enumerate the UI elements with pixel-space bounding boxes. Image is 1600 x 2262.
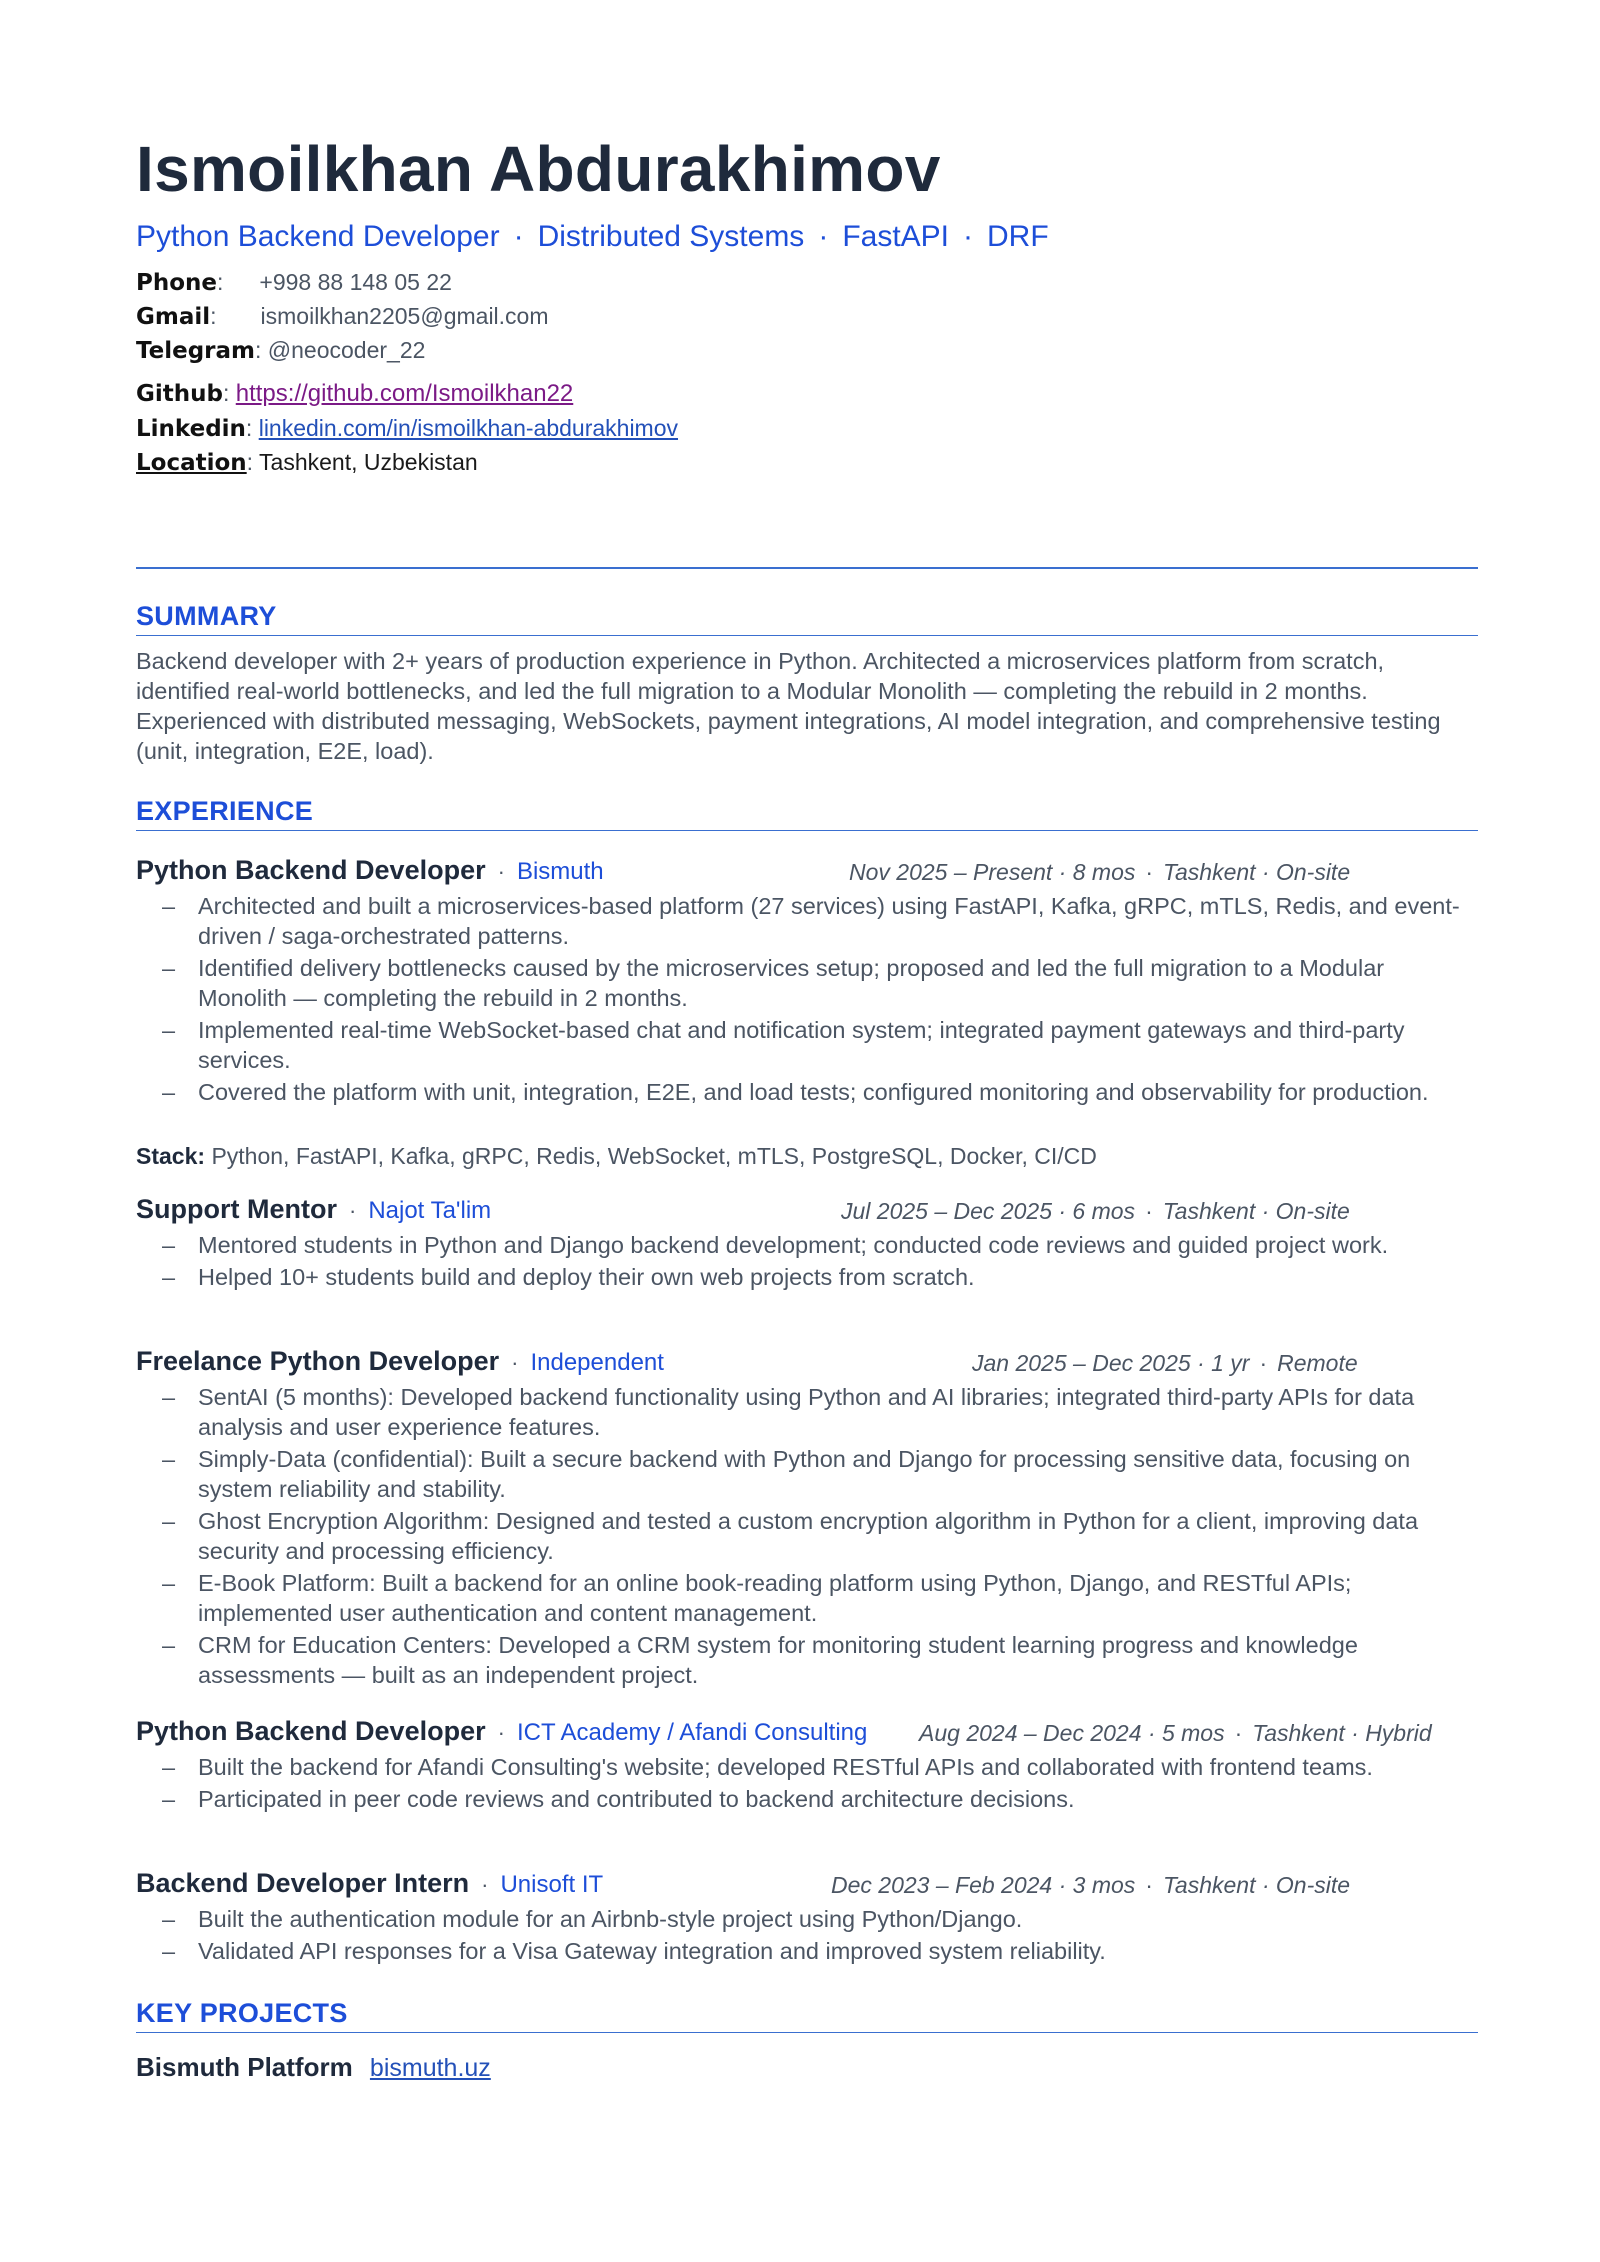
summary-heading: SUMMARY bbox=[136, 601, 277, 631]
job-location: Tashkent · On-site bbox=[1163, 859, 1351, 885]
company-name: Unisoft IT bbox=[500, 1871, 604, 1898]
tech-stack bbox=[136, 1143, 1097, 1170]
project-name: Bismuth Platform bbox=[136, 2052, 353, 2082]
telegram-value: @neocoder_22 bbox=[267, 337, 426, 363]
section-divider bbox=[136, 2032, 1478, 2033]
tagline-skill: Distributed Systems bbox=[537, 220, 805, 253]
job-entry-header bbox=[136, 1868, 1478, 1899]
bullet-marker: – bbox=[162, 1632, 176, 1658]
contact-label: Gmail bbox=[136, 304, 211, 330]
job-bullets bbox=[136, 1382, 1478, 1692]
bullet-text: Covered the platform with unit, integration, E2E, and load tests; configured monitoring and observability for production. bbox=[198, 1079, 1429, 1105]
separator: · bbox=[1145, 859, 1154, 885]
job-location: Tashkent · On-site bbox=[1162, 1872, 1351, 1898]
job-bullets bbox=[136, 1752, 1478, 1816]
contact-gmail: Gmail: ismoilkhan2205@gmail.com bbox=[136, 303, 549, 330]
list-item bbox=[136, 1444, 1478, 1504]
job-entry-header bbox=[136, 1194, 1478, 1225]
bullet-marker: – bbox=[162, 1906, 176, 1932]
bullet-marker: – bbox=[162, 1508, 176, 1534]
job-bullets bbox=[136, 1230, 1478, 1294]
list-item bbox=[136, 891, 1478, 951]
bullet-marker: – bbox=[162, 1786, 176, 1812]
bullet-text: Simply-Data (confidential): Built a secure backend with Python and Django for processing sensitive data, focusing on system reliability and stability. bbox=[198, 1446, 1411, 1502]
tagline-role: Python Backend Developer bbox=[136, 220, 500, 253]
job-meta bbox=[972, 1350, 1358, 1377]
separator: · bbox=[511, 1350, 519, 1375]
experience-heading: EXPERIENCE bbox=[136, 796, 314, 826]
job-bullets bbox=[136, 891, 1478, 1109]
contact-label: Telegram bbox=[136, 338, 256, 364]
job-dates: Aug 2024 – Dec 2024 · 5 mos bbox=[919, 1720, 1225, 1746]
separator: · bbox=[1259, 1350, 1268, 1376]
bullet-marker: – bbox=[162, 1938, 176, 1964]
job-title: Freelance Python Developer bbox=[136, 1346, 500, 1376]
contact-github: Github: https://github.com/Ismoilkhan22 bbox=[136, 380, 574, 407]
separator: · bbox=[481, 1872, 489, 1897]
bullet-marker: – bbox=[162, 893, 176, 919]
bullet-marker: – bbox=[162, 1232, 176, 1258]
list-item bbox=[136, 1568, 1478, 1628]
job-dates: Jan 2025 – Dec 2025 · 1 yr bbox=[972, 1350, 1250, 1376]
contact-phone: Phone: +998 88 148 05 22 bbox=[136, 269, 452, 296]
location-value: Tashkent, Uzbekistan bbox=[259, 449, 478, 475]
contact-label: Phone bbox=[136, 270, 218, 296]
bullet-text: Implemented real-time WebSocket-based chat and notification system; integrated payment gateways and third-party services. bbox=[198, 1017, 1405, 1073]
stack-value: Python, FastAPI, Kafka, gRPC, Redis, WebSocket, mTLS, PostgreSQL, Docker, CI/CD bbox=[211, 1143, 1097, 1169]
separator: · bbox=[1234, 1720, 1243, 1746]
contact-label: Github bbox=[136, 381, 223, 407]
job-title: Support Mentor bbox=[136, 1194, 337, 1224]
tagline-separator: · bbox=[513, 220, 524, 253]
bullet-marker: – bbox=[162, 1079, 176, 1105]
list-item bbox=[136, 1382, 1478, 1442]
bullet-marker: – bbox=[162, 1264, 176, 1290]
separator: · bbox=[1145, 1872, 1153, 1898]
bullet-marker: – bbox=[162, 1446, 176, 1472]
job-title: Python Backend Developer bbox=[136, 1716, 486, 1746]
job-bullets bbox=[136, 1904, 1478, 1968]
bullet-text: Architected and built a microservices-based platform (27 services) using FastAPI, Kafka, gRPC, mTLS, Redis, and event-driven / saga-orchestrated patterns. bbox=[198, 893, 1460, 949]
bullet-text: SentAI (5 months): Developed backend functionality using Python and AI libraries; integrated third-party APIs for data analysis and user experience features. bbox=[198, 1384, 1415, 1440]
separator: · bbox=[497, 859, 505, 884]
phone-value: +998 88 148 05 22 bbox=[259, 269, 452, 295]
section-divider bbox=[136, 635, 1478, 636]
job-dates: Dec 2023 – Feb 2024 · 3 mos bbox=[831, 1872, 1136, 1898]
candidate-name: Ismoilkhan Abdurakhimov bbox=[136, 133, 941, 205]
summary-text: Backend developer with 2+ years of production experience in Python. Architected a microservices platform from scratch, identified real-world bottlenecks, and led the full migration to a Modular Monolith — completing the rebuild in 2 months. Experienced with distributed messaging, WebSockets, payment integrations, AI model integration, and comprehensive testing (unit, integration, E2E, load). bbox=[136, 648, 1441, 764]
contact-telegram: Telegram: @neocoder_22 bbox=[136, 337, 426, 364]
project-entry bbox=[136, 2052, 491, 2083]
header-divider bbox=[136, 567, 1478, 569]
bullet-text: Helped 10+ students build and deploy their own web projects from scratch. bbox=[198, 1264, 975, 1290]
company-name: Bismuth bbox=[516, 858, 604, 885]
job-dates: Nov 2025 – Present · 8 mos bbox=[849, 859, 1136, 885]
separator: · bbox=[348, 1198, 357, 1223]
job-location: Remote bbox=[1277, 1350, 1358, 1376]
project-link[interactable]: bismuth.uz bbox=[369, 2054, 491, 2082]
tagline-separator: · bbox=[963, 220, 974, 253]
job-meta bbox=[919, 1720, 1432, 1747]
job-meta bbox=[849, 859, 1350, 886]
list-item bbox=[136, 1752, 1478, 1782]
contact-label: Location bbox=[136, 450, 247, 476]
company-name: ICT Academy / Afandi Consulting bbox=[516, 1719, 868, 1746]
bullet-marker: – bbox=[162, 1017, 176, 1043]
tagline-skill: FastAPI bbox=[842, 220, 950, 253]
github-link[interactable]: https://github.com/Ismoilkhan22 bbox=[235, 380, 574, 407]
bullet-text: Participated in peer code reviews and contributed to backend architecture decisions. bbox=[198, 1786, 1075, 1812]
contact-label: Linkedin bbox=[136, 416, 246, 442]
separator: · bbox=[497, 1720, 505, 1745]
section-divider bbox=[136, 830, 1478, 831]
tagline-separator: · bbox=[818, 220, 829, 253]
bullet-marker: – bbox=[162, 1754, 176, 1780]
list-item bbox=[136, 1262, 1478, 1292]
job-dates: Jul 2025 – Dec 2025 · 6 mos bbox=[841, 1198, 1136, 1224]
list-item bbox=[136, 1077, 1478, 1107]
tagline-skill: DRF bbox=[987, 220, 1049, 253]
list-item bbox=[136, 1506, 1478, 1566]
tagline bbox=[136, 220, 1049, 254]
list-item bbox=[136, 1936, 1478, 1966]
separator: · bbox=[1145, 1198, 1153, 1224]
projects-heading: KEY PROJECTS bbox=[136, 1998, 348, 2028]
list-item bbox=[136, 1630, 1478, 1690]
email-value: ismoilkhan2205@gmail.com bbox=[260, 303, 549, 329]
linkedin-link[interactable]: linkedin.com/in/ismoilkhan-abdurakhimov bbox=[258, 415, 679, 441]
bullet-text: CRM for Education Centers: Developed a CRM system for monitoring student learning progress and knowledge assessments — built as an independent project. bbox=[198, 1632, 1358, 1688]
contact-linkedin: Linkedin: linkedin.com/in/ismoilkhan-abdurakhimov bbox=[136, 415, 679, 442]
list-item bbox=[136, 1230, 1478, 1260]
job-meta bbox=[831, 1872, 1350, 1899]
list-item bbox=[136, 1015, 1478, 1075]
company-name: Najot Ta'lim bbox=[368, 1197, 492, 1224]
job-meta bbox=[841, 1198, 1350, 1225]
bullet-text: Mentored students in Python and Django backend development; conducted code reviews and guided project work. bbox=[198, 1232, 1389, 1258]
job-entry-header bbox=[136, 855, 1478, 886]
list-item bbox=[136, 1784, 1478, 1814]
job-entry-header bbox=[136, 1716, 1478, 1747]
job-location: Tashkent · On-site bbox=[1162, 1198, 1350, 1224]
contact-location: Location: Tashkent, Uzbekistan bbox=[136, 449, 478, 476]
bullet-text: Built the authentication module for an Airbnb-style project using Python/Django. bbox=[198, 1906, 1023, 1932]
bullet-text: Validated API responses for a Visa Gateway integration and improved system reliability. bbox=[198, 1938, 1106, 1964]
bullet-text: Ghost Encryption Algorithm: Designed and tested a custom encryption algorithm in Python for a client, improving data security and processing efficiency. bbox=[198, 1508, 1419, 1564]
bullet-marker: – bbox=[162, 955, 176, 981]
bullet-text: Identified delivery bottlenecks caused by the microservices setup; proposed and led the full migration to a Modular Monolith — completing the rebuild in 2 months. bbox=[198, 955, 1385, 1011]
bullet-marker: – bbox=[162, 1570, 176, 1596]
job-location: Tashkent · Hybrid bbox=[1252, 1720, 1432, 1746]
bullet-text: Built the backend for Afandi Consulting's website; developed RESTful APIs and collaborated with frontend teams. bbox=[198, 1754, 1373, 1780]
stack-label: Stack: bbox=[136, 1143, 206, 1169]
job-entry-header bbox=[136, 1346, 1478, 1377]
bullet-marker: – bbox=[162, 1384, 176, 1410]
job-title: Python Backend Developer bbox=[136, 855, 486, 885]
list-item bbox=[136, 953, 1478, 1013]
bullet-text: E-Book Platform: Built a backend for an online book-reading platform using Python, Django, and RESTful APIs; implemented user authentication and content management. bbox=[198, 1570, 1352, 1626]
company-name: Independent bbox=[530, 1349, 664, 1376]
list-item bbox=[136, 1904, 1478, 1934]
job-title: Backend Developer Intern bbox=[136, 1868, 470, 1898]
